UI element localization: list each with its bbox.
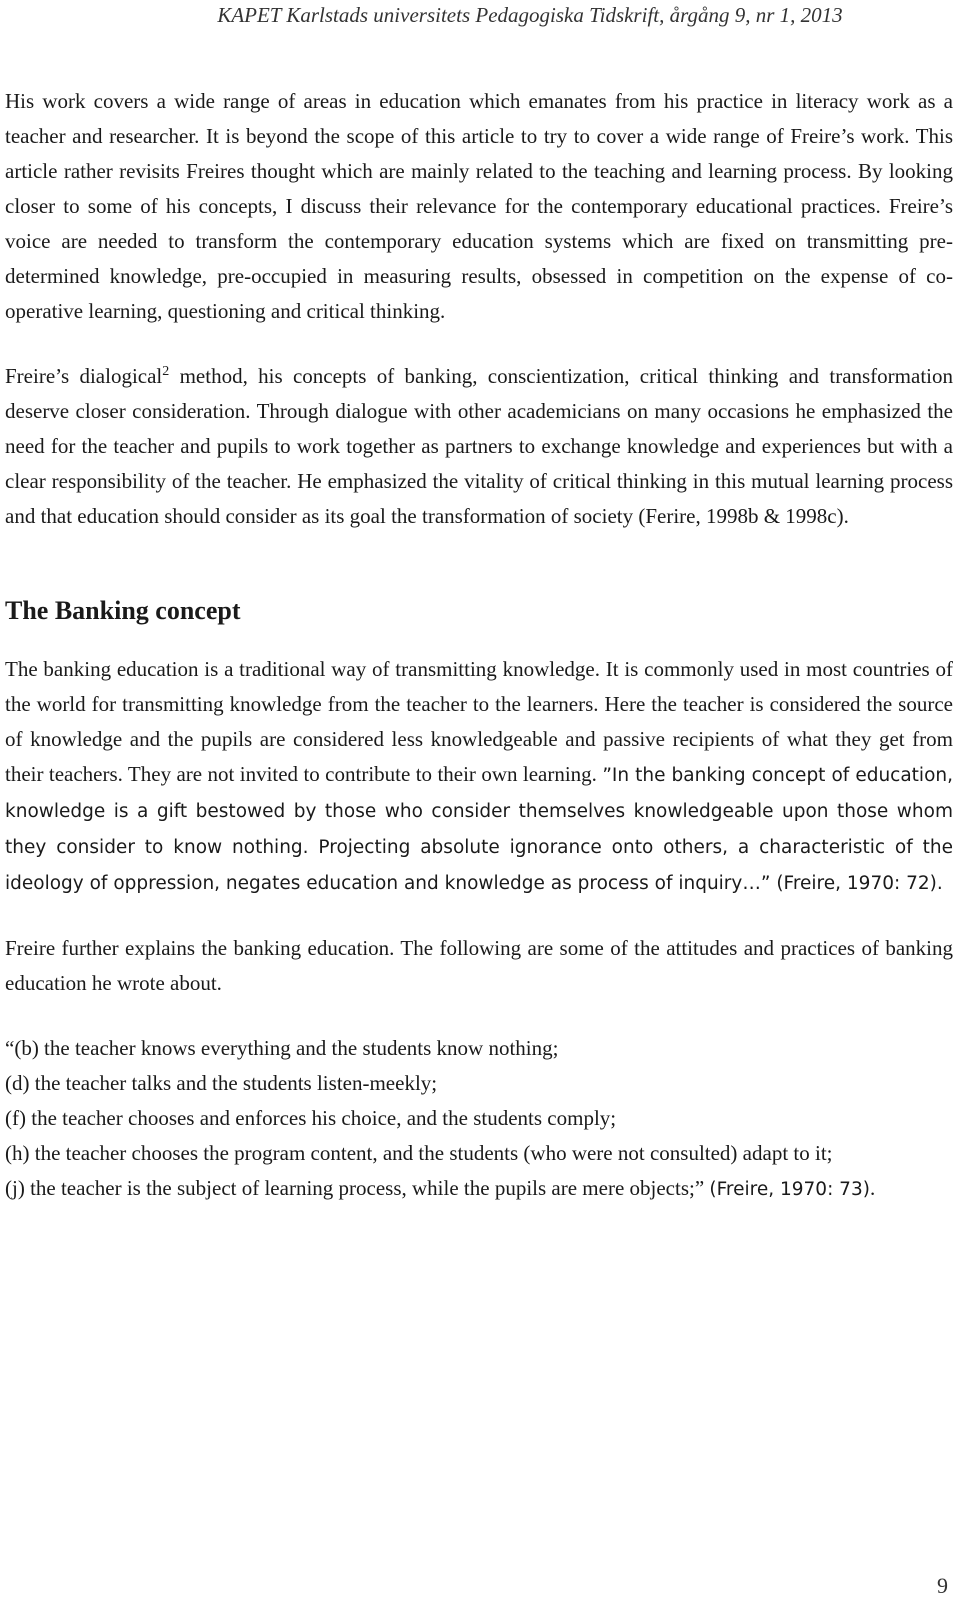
list-item: (h) the teacher chooses the program content, and the students (who were not consulted) adapt to it;: [5, 1141, 833, 1165]
list-item: [5, 1171, 953, 1207]
list-item-end: .: [869, 1176, 876, 1200]
paragraph-text-rest: method, his concepts of banking, conscientization, critical thinking and transformation deserve closer consideration. Through dialogue with other academicians on many occasions he emphasized the need for the teacher and pupils to work together as partners to exchange knowledge and experiences but with a clear responsibility of the teacher. He emphasized the vitality of critical thinking in this mutual learning process and that education should consider as its goal the transformation of society (Ferire, 1998b & 1998c).: [5, 364, 953, 528]
paragraph-freire-work-scope: His work covers a wide range of areas in education which emanates from his practice in literacy work as a teacher and researcher. It is beyond the scope of this article to try to cover a wide range of Freire’s work. This article rather revisits Freires thought which are mainly related to the teaching and learning process. By looking closer to some of his concepts, I discuss their relevance for the contemporary educational practices. Freire’s voice are needed to transform the contemporary education systems which are fixed on transmitting pre-determined knowledge, pre-occupied in measuring results, obsessed in competition on the expense of co-operative learning, questioning and critical thinking.: [5, 89, 953, 323]
citation-freire-1970-73: (Freire, 1970: 73): [709, 1179, 870, 1200]
list-item: (f) the teacher chooses and enforces his choice, and the students comply;: [5, 1106, 617, 1130]
paragraph-banking-attitudes-intro: Freire further explains the banking education. The following are some of the attitudes and practices of banking education he wrote about.: [5, 936, 953, 995]
footnote-marker[interactable]: 2: [162, 364, 170, 379]
running-header: KAPET Karlstads universitets Pedagogiska Tidskrift, årgång 9, nr 1, 2013: [217, 3, 843, 27]
paragraph-banking-education: [5, 652, 953, 901]
article-body: [5, 84, 953, 1207]
page-number: 9: [937, 1573, 948, 1598]
paragraph-text: The banking education is a traditional way of transmitting knowledge. It is commonly used in most countries of the world for transmitting knowledge from the teacher to the learners. Here the teacher is considered the source of knowledge and the pupils are considered less knowledgeable and passive recipients of what they get from their teachers. They are not invited to contribute to their own learning.: [5, 657, 953, 786]
section-heading-banking-concept: The Banking concept: [5, 596, 241, 625]
list-item: “(b) the teacher knows everything and the students know nothing;: [5, 1036, 559, 1060]
block-quote-freire-1970-72: ”In the banking concept of education, knowledge is a gift bestowed by those who consider themselves knowledgeable upon those whom they consider to know nothing. Projecting absolute ignorance onto others, a characteristic of the ideology of oppression, negates education and knowledge as process of inquiry…” (Freire, 1970: 72).: [5, 765, 953, 894]
paragraph-dialogical-method: [5, 359, 953, 534]
list-item: (d) the teacher talks and the students listen-meekly;: [5, 1071, 438, 1095]
banking-attitudes-list: [5, 1031, 953, 1207]
list-item-text: (j) the teacher is the subject of learning process, while the pupils are mere objects;”: [5, 1176, 705, 1200]
paragraph-text-start: Freire’s dialogical: [5, 364, 163, 388]
